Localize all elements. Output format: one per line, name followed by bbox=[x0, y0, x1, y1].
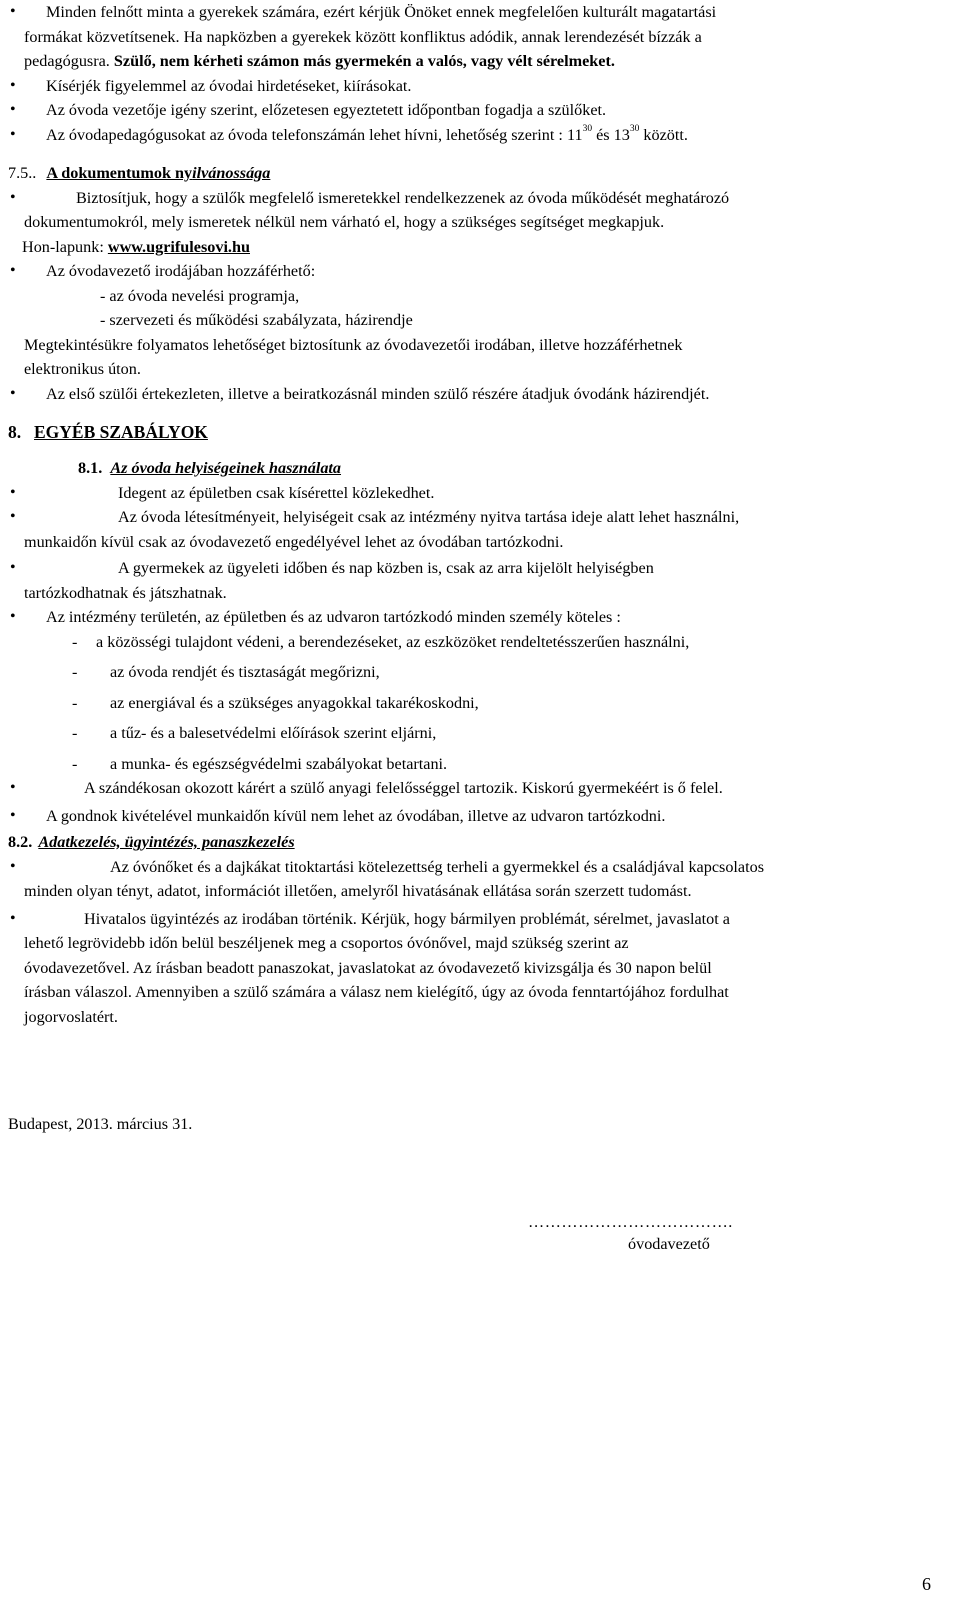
section-heading bbox=[0, 161, 960, 186]
list-item bbox=[0, 907, 960, 1030]
list-item bbox=[0, 605, 960, 630]
dash-item bbox=[0, 660, 960, 685]
homepage-label: Hon-lapunk: bbox=[22, 237, 108, 256]
text-line: lehető legrövidebb időn belül beszéljenek meg a csoportos óvónővel, majd szükség szerint az bbox=[24, 934, 629, 952]
text-line: A gondnok kivételével munkaidőn kívül nem lehet az óvodában, illetve az udvaron tartózkodni. bbox=[46, 806, 666, 825]
text-line: dokumentumokról, mely ismeretek nélkül nem várható el, hogy a szükséges segítséget megkapjuk. bbox=[24, 213, 665, 231]
list-item bbox=[0, 382, 960, 407]
chapter-heading bbox=[8, 420, 208, 445]
section-title: A dokumentumok ny bbox=[46, 164, 193, 182]
list-item bbox=[0, 556, 960, 605]
section-8-1 bbox=[0, 456, 960, 828]
list-item bbox=[0, 804, 960, 829]
text-line: az óvoda rendjét és tisztaságát megőrizni, bbox=[110, 663, 380, 681]
section-8-2 bbox=[0, 830, 960, 1029]
signature-line: ………………………………. bbox=[528, 1213, 733, 1231]
text-line: • Biztosítjuk, hogy a szülők megfelelő ismeretekkel rendelkezzenek az óvoda működését meghatározó bbox=[76, 188, 730, 207]
text-line: • Minden felnőtt minta a gyerekek számára, ezért kérjük Önöket ennek megfelelően kulturált magatartási bbox=[46, 3, 717, 21]
text-line: A szándékosan okozott kárért a szülő anyagi felelősséggel tartozik. Kiskorú gyermekéért is ő felel. bbox=[84, 779, 723, 797]
list-item bbox=[0, 0, 960, 74]
section-number: 8.2. bbox=[8, 833, 33, 851]
dash-item bbox=[0, 630, 960, 655]
dash-item bbox=[0, 752, 960, 777]
list-item bbox=[0, 123, 960, 148]
text-line: elektronikus úton. bbox=[24, 360, 141, 378]
text-line: a tűz- és a balesetvédelmi előírások szerint eljárni, bbox=[110, 724, 437, 742]
text-line: • Az óvoda létesítményeit, helyiségeit csak az intézmény nyitva tartása ideje alatt lehet használni, bbox=[118, 508, 740, 526]
section-number: 7.5.. bbox=[8, 164, 37, 182]
list-item bbox=[0, 186, 960, 260]
text-line: munkaidőn kívül csak az óvodavezető engedélyével lehet az óvodában tartózkodni. bbox=[24, 532, 564, 551]
section-heading bbox=[0, 830, 960, 855]
section-7-5 bbox=[0, 161, 960, 406]
list-item bbox=[0, 259, 960, 382]
text-line: tartózkodhatnak és játszhatnak. bbox=[24, 583, 227, 602]
text-line: formákat közvetítsenek. Ha napközben a gyerekek között konfliktus adódik, annak lerendezését bízzák a bbox=[24, 27, 702, 46]
section-heading bbox=[0, 456, 960, 481]
list-item bbox=[0, 855, 960, 904]
text-line: Kísérjék figyelemmel az óvodai hirdetéseket, kiírásokat. bbox=[46, 76, 412, 95]
list-item bbox=[0, 481, 960, 506]
text-line: minden olyan tényt, adatot, információt illetően, amelyről hivatásának ellátása során szerzett tudomást. bbox=[24, 882, 692, 900]
text-line: Megtekintésükre folyamatos lehetőséget biztosítunk az óvodavezetői irodában, illetve hozzáférhetnek bbox=[24, 335, 683, 354]
sub-item: - az óvoda nevelési programja, bbox=[100, 286, 300, 305]
text-line: a munka- és egészségvédelmi szabályokat betartani. bbox=[110, 754, 448, 773]
text-line: • A gyermekek az ügyeleti időben és nap közben is, csak az arra kijelölt helyiségben bbox=[118, 559, 654, 577]
superscript: 30 bbox=[629, 123, 640, 134]
list-item bbox=[0, 776, 960, 801]
section-title-italic: ilvánossága bbox=[192, 164, 271, 182]
section-title: Az óvoda helyiségeinek használata bbox=[110, 459, 342, 477]
text-line: Az óvodapedagógusokat az óvoda telefonszámán lehet hívni, lehetőség szerint : 11 bbox=[46, 125, 583, 144]
homepage-link[interactable]: www.ugrifulesovi.hu bbox=[107, 237, 250, 256]
text-line: és 13 bbox=[592, 125, 630, 144]
text-line: • Az óvodavezető irodájában hozzáférhető: bbox=[46, 262, 316, 280]
list-item bbox=[0, 74, 960, 99]
text-line: pedagógusra. bbox=[24, 52, 114, 70]
text-line: írásban válaszol. Amennyiben a szülő számára a válasz nem kielégítő, úgy az óvoda fenntartójához fordulhat bbox=[24, 983, 729, 1001]
text-line: óvodavezetővel. Az írásban beadott panaszokat, javaslatokat az óvodavezető kivizsgálja és 30 napon belül bbox=[24, 958, 712, 977]
sub-item: - szervezeti és működési szabályzata, házirendje bbox=[100, 311, 413, 329]
page-number: 6 bbox=[922, 1574, 931, 1594]
text-line: • Hivatalos ügyintézés az irodában történik. Kérjük, hogy bármilyen problémát, sérelmet, javaslatot a bbox=[84, 909, 730, 928]
intro-bullets bbox=[0, 0, 960, 147]
signature-title: óvodavezető bbox=[628, 1235, 710, 1253]
dash-item bbox=[0, 691, 960, 716]
text-line: Az óvoda vezetője igény szerint, előzetesen egyeztetett időpontban fogadja a szülőket. bbox=[46, 101, 607, 119]
bold-statement: Szülő, nem kérheti számon más gyermekén a valós, vagy vélt sérelmeket. bbox=[113, 52, 615, 70]
text-line: az energiával és a szükséges anyagokkal takarékoskodni, bbox=[110, 693, 479, 712]
list-item bbox=[0, 98, 960, 123]
text-line: a közösségi tulajdont védeni, a berendezéseket, az eszközöket rendeltetésszerűen használni, bbox=[96, 632, 690, 651]
text-line: • Az óvónőket és a dajkákat titoktartási kötelezettség terheli a gyermekkel és a családjával kapcsolatos bbox=[110, 857, 764, 876]
dash-item bbox=[0, 721, 960, 746]
section-number: 8.1. bbox=[78, 459, 103, 477]
document-date: Budapest, 2013. március 31. bbox=[8, 1115, 193, 1133]
text-line: között. bbox=[639, 125, 688, 144]
text-line: Idegent az épületben csak kísérettel közlekedhet. bbox=[118, 483, 435, 502]
chapter-number: 8. bbox=[8, 422, 22, 442]
list-item bbox=[0, 505, 960, 554]
text-line: Az első szülői értekezleten, illetve a beiratkozásnál minden szülő részére átadjuk óvodánk házirendjét. bbox=[46, 384, 710, 403]
chapter-title: EGYÉB SZABÁLYOK bbox=[34, 422, 208, 442]
superscript: 30 bbox=[582, 123, 593, 134]
text-line: Az intézmény területén, az épületben és az udvaron tartózkodó minden személy köteles : bbox=[46, 608, 621, 626]
section-title: Adatkezelés, ügyintézés, panaszkezelés bbox=[38, 833, 295, 851]
text-line: jogorvoslatért. bbox=[24, 1007, 118, 1026]
